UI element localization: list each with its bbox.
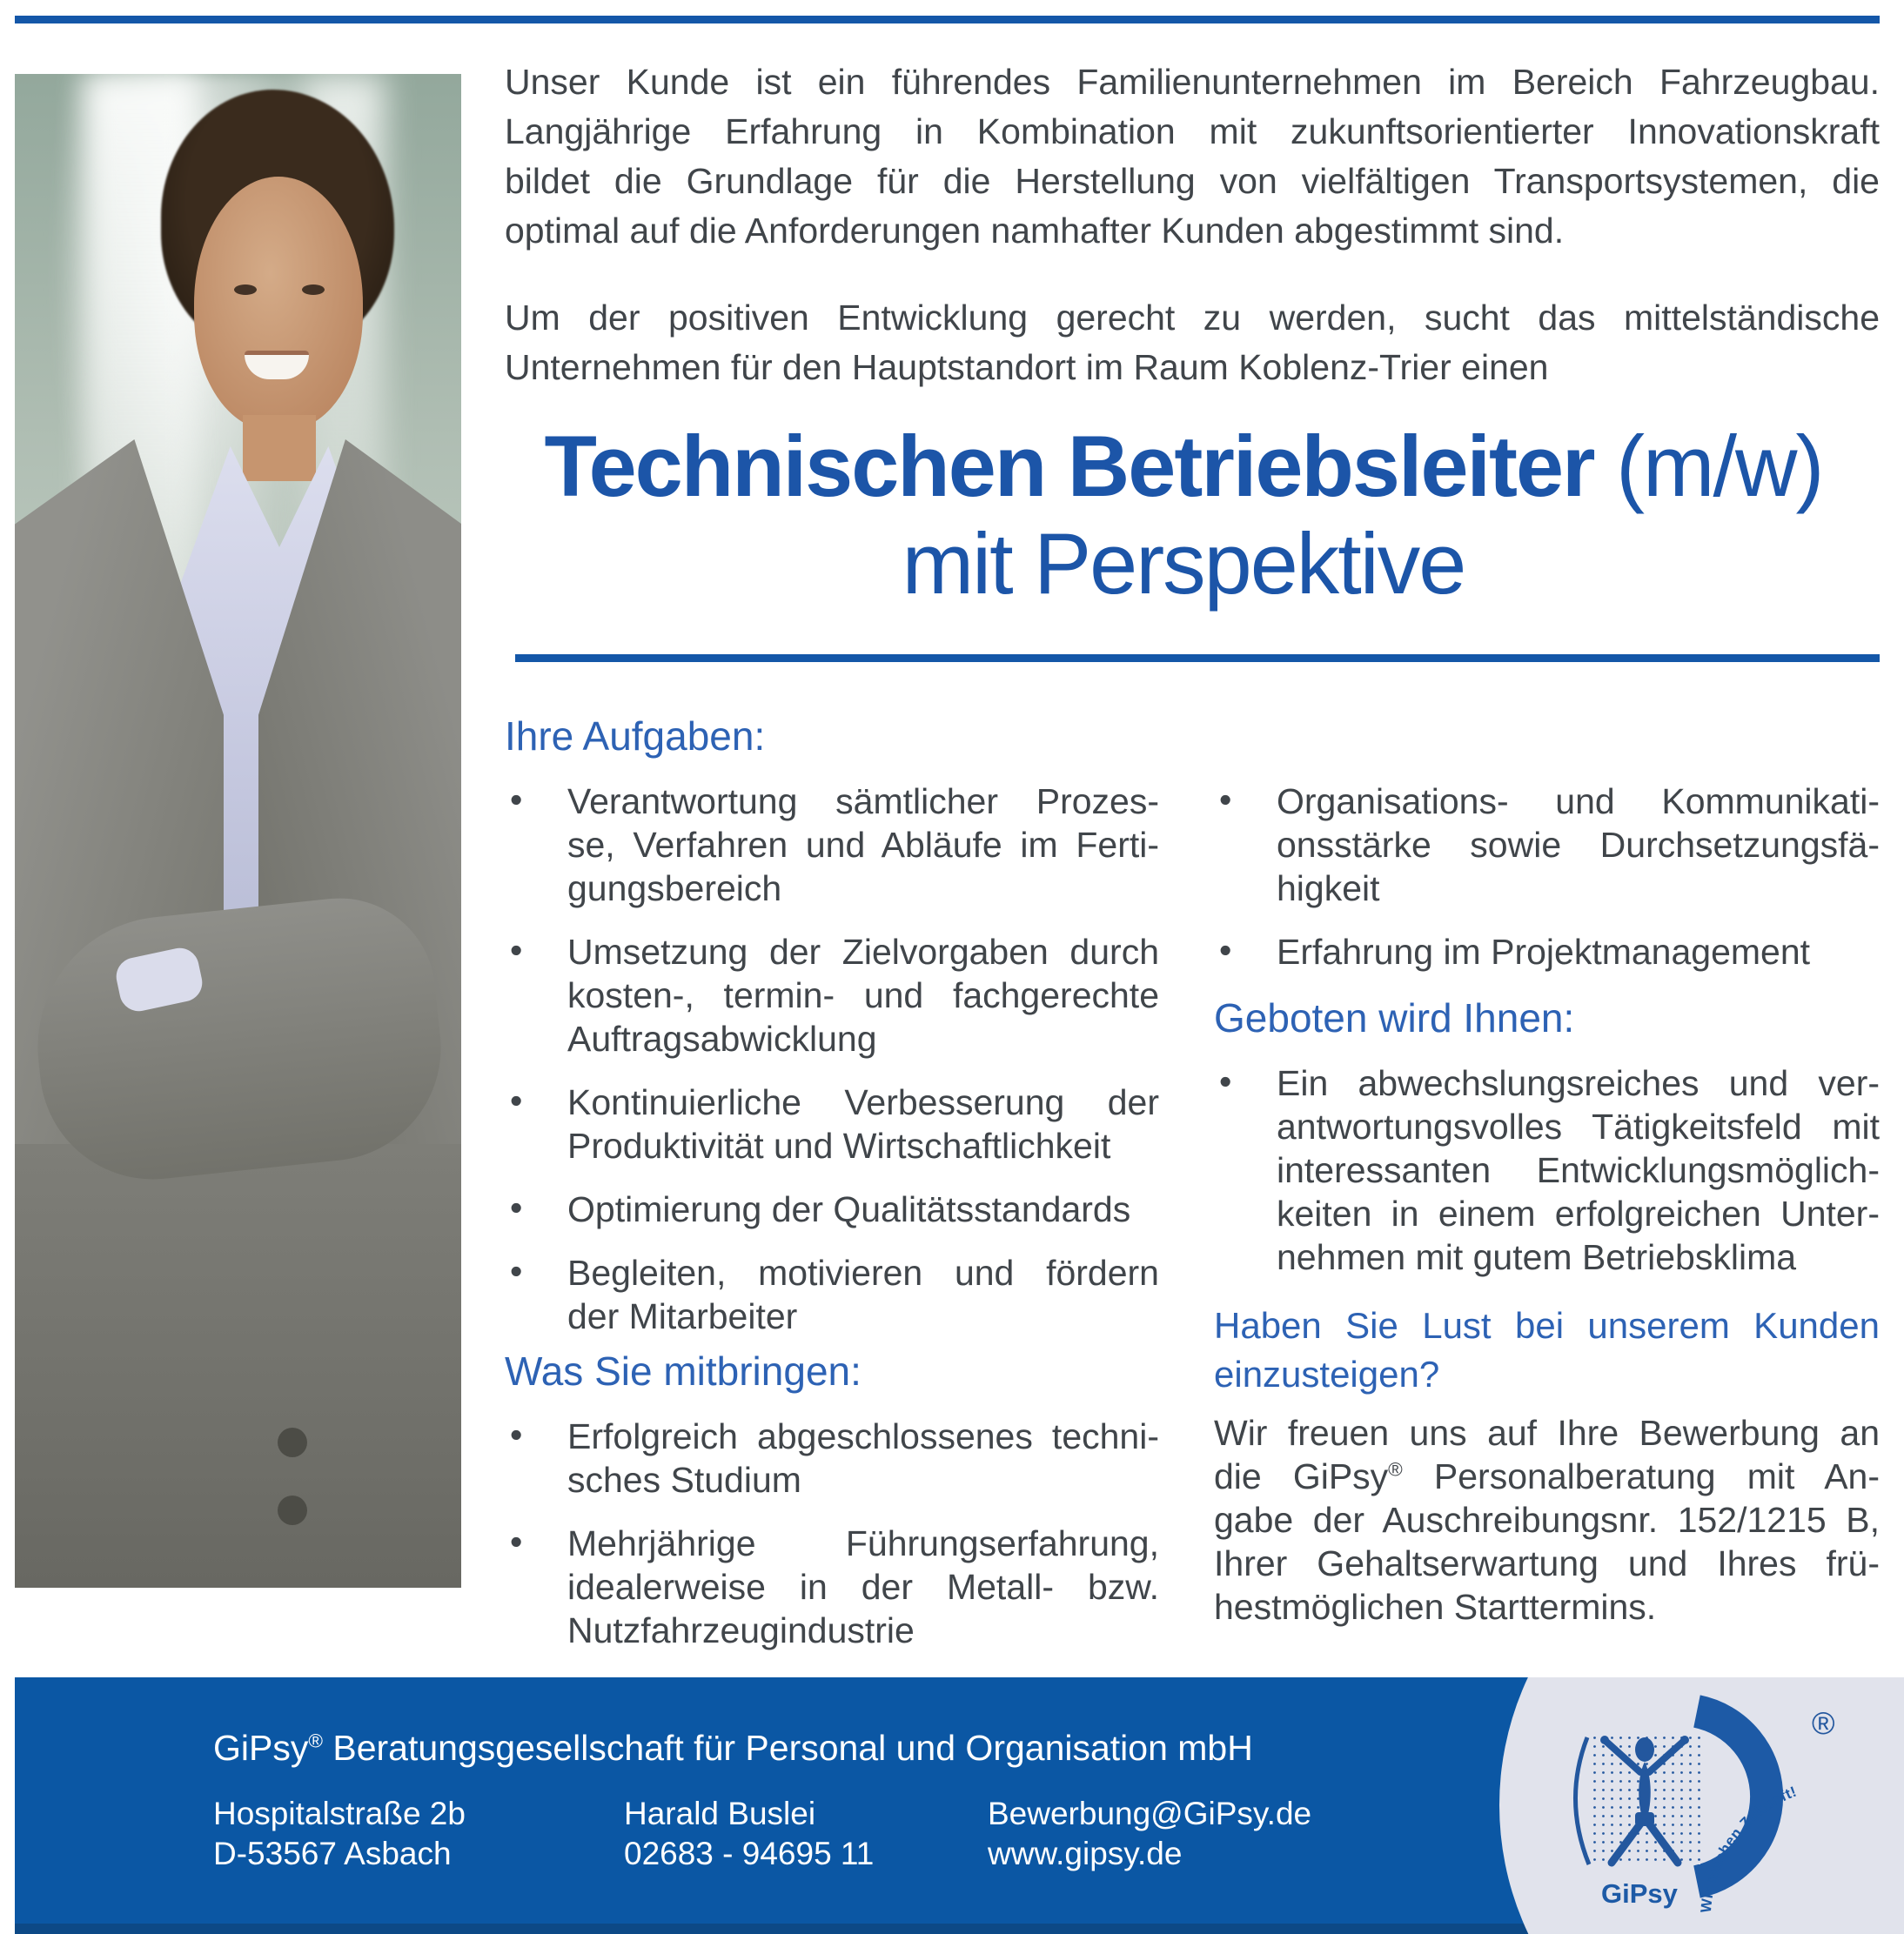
text-line: Erfahrung im Projektmanagement (1277, 932, 1811, 972)
registered-trademark-icon: ® (1812, 1705, 1835, 1741)
text-line: Unser Kunde ist ein führendes Familienunternehmen im Bereich Fahrzeugbau. (505, 62, 1880, 102)
bullet-item (505, 1415, 1159, 1502)
job-title-mw: (m/w) (1616, 418, 1823, 514)
bullet-text (567, 930, 1159, 1061)
bullet-text (1277, 780, 1880, 910)
bullet-item (1214, 1061, 1880, 1279)
job-title-bold: Technischen Betriebsleiter (544, 418, 1594, 514)
tasks-bullet-list (505, 780, 1159, 1358)
bullet-item (1214, 930, 1880, 974)
text-line: der Mitarbeiter (567, 1296, 798, 1336)
text-line: Mehrjährige Führungserfahrung, (567, 1523, 1159, 1563)
bullet-marker: • (1219, 930, 1232, 970)
text-line: Begleiten, motivieren und fördern (567, 1253, 1159, 1293)
text-line: gabe der Auschreibungsnr. 152/1215 B, (1214, 1500, 1880, 1540)
text-line: 02683 - 94695 11 (624, 1836, 875, 1871)
text-line: hestmöglichen Starttermins. (1214, 1587, 1657, 1627)
footer-company-name (213, 1728, 1253, 1769)
footer-email-web (988, 1794, 1311, 1874)
bullet-text (1277, 1061, 1880, 1279)
text-line: nehmen mit gutem Betriebsklima (1277, 1237, 1797, 1277)
text-line: Unternehmen für den Hauptstandort im Raum Koblenz-Trier einen (505, 347, 1549, 387)
bullet-marker: • (510, 1188, 523, 1228)
bullet-text (567, 1081, 1159, 1168)
text-line: Hospitalstraße 2b (213, 1796, 466, 1831)
bullet-marker: • (510, 1415, 523, 1455)
photo-man-face (194, 177, 363, 431)
bullet-marker: • (510, 1522, 523, 1562)
text-line: keiten in einem erfolgreichen Unter- (1277, 1194, 1880, 1234)
intro-paragraph-company (505, 57, 1880, 256)
photo-man-eye (234, 284, 257, 295)
job-title-line2: mit Perspektive (902, 515, 1465, 612)
text-line: D-53567 Asbach (213, 1836, 452, 1871)
bullet-marker: • (510, 1251, 523, 1291)
bullet-text (567, 1415, 1159, 1502)
bullet-marker: • (510, 780, 523, 820)
bullet-item (1214, 780, 1880, 910)
bullet-item (505, 1081, 1159, 1168)
photo-man-neck (243, 415, 316, 481)
cta-heading (1214, 1302, 1880, 1399)
text-line: bildet die Grundlage für die Herstellung von vielfältigen Transportsystemen, die (505, 161, 1880, 201)
text-line: Auftragsabwicklung (567, 1019, 877, 1059)
text-line: optimal auf die Anforderungen namhafter Kunden abgestimmt sind. (505, 211, 1565, 251)
text-line: Verantwortung sämtlicher Prozes- (567, 781, 1159, 821)
text-line: www.gipsy.de (988, 1836, 1183, 1871)
bullet-marker: • (1219, 780, 1232, 820)
photo-jacket-buttons (278, 1428, 307, 1457)
text-line: gungsbereich (567, 868, 782, 908)
text-line: Langjährige Erfahrung in Kombination mit zukunftsorientierter Innovationskraft (505, 111, 1880, 151)
section-heading-tasks: Ihre Aufgaben: (505, 713, 766, 759)
top-accent-bar (15, 16, 1880, 23)
bullet-item (505, 1522, 1159, 1652)
logo-left-arc-icon (1575, 1737, 1589, 1864)
text-line: sches Studium (567, 1460, 801, 1500)
section-heading-offer: Geboten wird Ihnen: (1214, 995, 1575, 1041)
bullet-item (505, 1188, 1159, 1231)
text-line: interessanten Entwicklungsmöglich- (1277, 1150, 1880, 1190)
text-line: Organisations- und Kommunikati- (1277, 781, 1880, 821)
footer-band (15, 1677, 1904, 1934)
bullet-text (567, 1522, 1159, 1652)
closing-paragraph (1214, 1411, 1880, 1629)
text-line: kosten-, termin- und fachgerechte (567, 975, 1159, 1015)
bullet-text (567, 780, 1159, 910)
text-line: idealerweise in der Metall- bzw. (567, 1567, 1159, 1607)
text-line: Optimierung der Qualitätsstandards (567, 1189, 1131, 1229)
text-line: Harald Buslei (624, 1796, 816, 1831)
text-line: Ihrer Gehaltserwartung und Ihres frü- (1214, 1543, 1880, 1583)
photo-man-jacket-lower (15, 1144, 461, 1588)
text-line: GiPsy® Beratungsgesellschaft für Personal und Organisation mbH (213, 1728, 1253, 1768)
footer-contact-person (624, 1794, 874, 1874)
text-line: Um der positiven Entwicklung gerecht zu werden, sucht das mittelständische (505, 298, 1880, 338)
job-title (487, 418, 1880, 612)
text-line: Nutzfahrzeugindustrie (567, 1610, 915, 1650)
text-line: antwortungsvolles Tätigkeitsfeld mit (1277, 1107, 1880, 1147)
text-line: einzusteigen? (1214, 1354, 1440, 1395)
text-line: Haben Sie Lust bei unserem Kunden (1214, 1305, 1880, 1346)
text-line: onsstärke sowie Durchsetzungsfä- (1277, 825, 1880, 865)
text-line: Bewerbung@GiPsy.de (988, 1796, 1312, 1831)
intro-paragraph-search (505, 293, 1880, 392)
bullet-marker: • (510, 930, 523, 970)
bullet-text (567, 1251, 1159, 1338)
bullet-marker: • (1219, 1061, 1232, 1101)
text-line: se, Verfahren und Abläufe im Ferti- (567, 825, 1159, 865)
text-line: Kontinuierliche Verbesserung der (567, 1082, 1159, 1122)
logo-slogan-curved: Wir machen Zukunft! (1697, 1783, 1800, 1914)
text-line: Umsetzung der Zielvorgaben durch (567, 932, 1159, 972)
bullet-text (1277, 930, 1880, 974)
text-line: Produktivität und Wirtschaftlichkeit (567, 1126, 1111, 1166)
gipsy-logo (1558, 1692, 1854, 1927)
candidate-photo (15, 74, 461, 1588)
text-line: Wir freuen uns auf Ihre Bewerbung an (1214, 1413, 1880, 1453)
text-line: higkeit (1277, 868, 1380, 908)
bullet-item (505, 1251, 1159, 1338)
logo-wordmark: GiPsy (1601, 1878, 1678, 1909)
title-divider-rule (515, 654, 1880, 662)
bullet-text (567, 1188, 1159, 1231)
job-title-line1 (487, 418, 1880, 515)
bullet-item (505, 930, 1159, 1061)
logo-half-disc-icon (1697, 1711, 1767, 1882)
offer-bullet-list (1214, 1061, 1880, 1299)
text-line: Erfolgreich abgeschlossenes techni- (567, 1416, 1159, 1456)
photo-man-eye (302, 284, 325, 295)
text-line: die GiPsy® Personalberatung mit An- (1214, 1456, 1880, 1496)
bullet-item (505, 780, 1159, 910)
bullet-marker: • (510, 1081, 523, 1121)
text-line: Ein abwechslungsreiches und ver- (1277, 1063, 1880, 1103)
bring-bullet-list-right (1214, 780, 1880, 994)
bring-bullet-list-left (505, 1415, 1159, 1672)
section-heading-bring: Was Sie mitbringen: (505, 1348, 861, 1394)
footer-address (213, 1794, 466, 1874)
